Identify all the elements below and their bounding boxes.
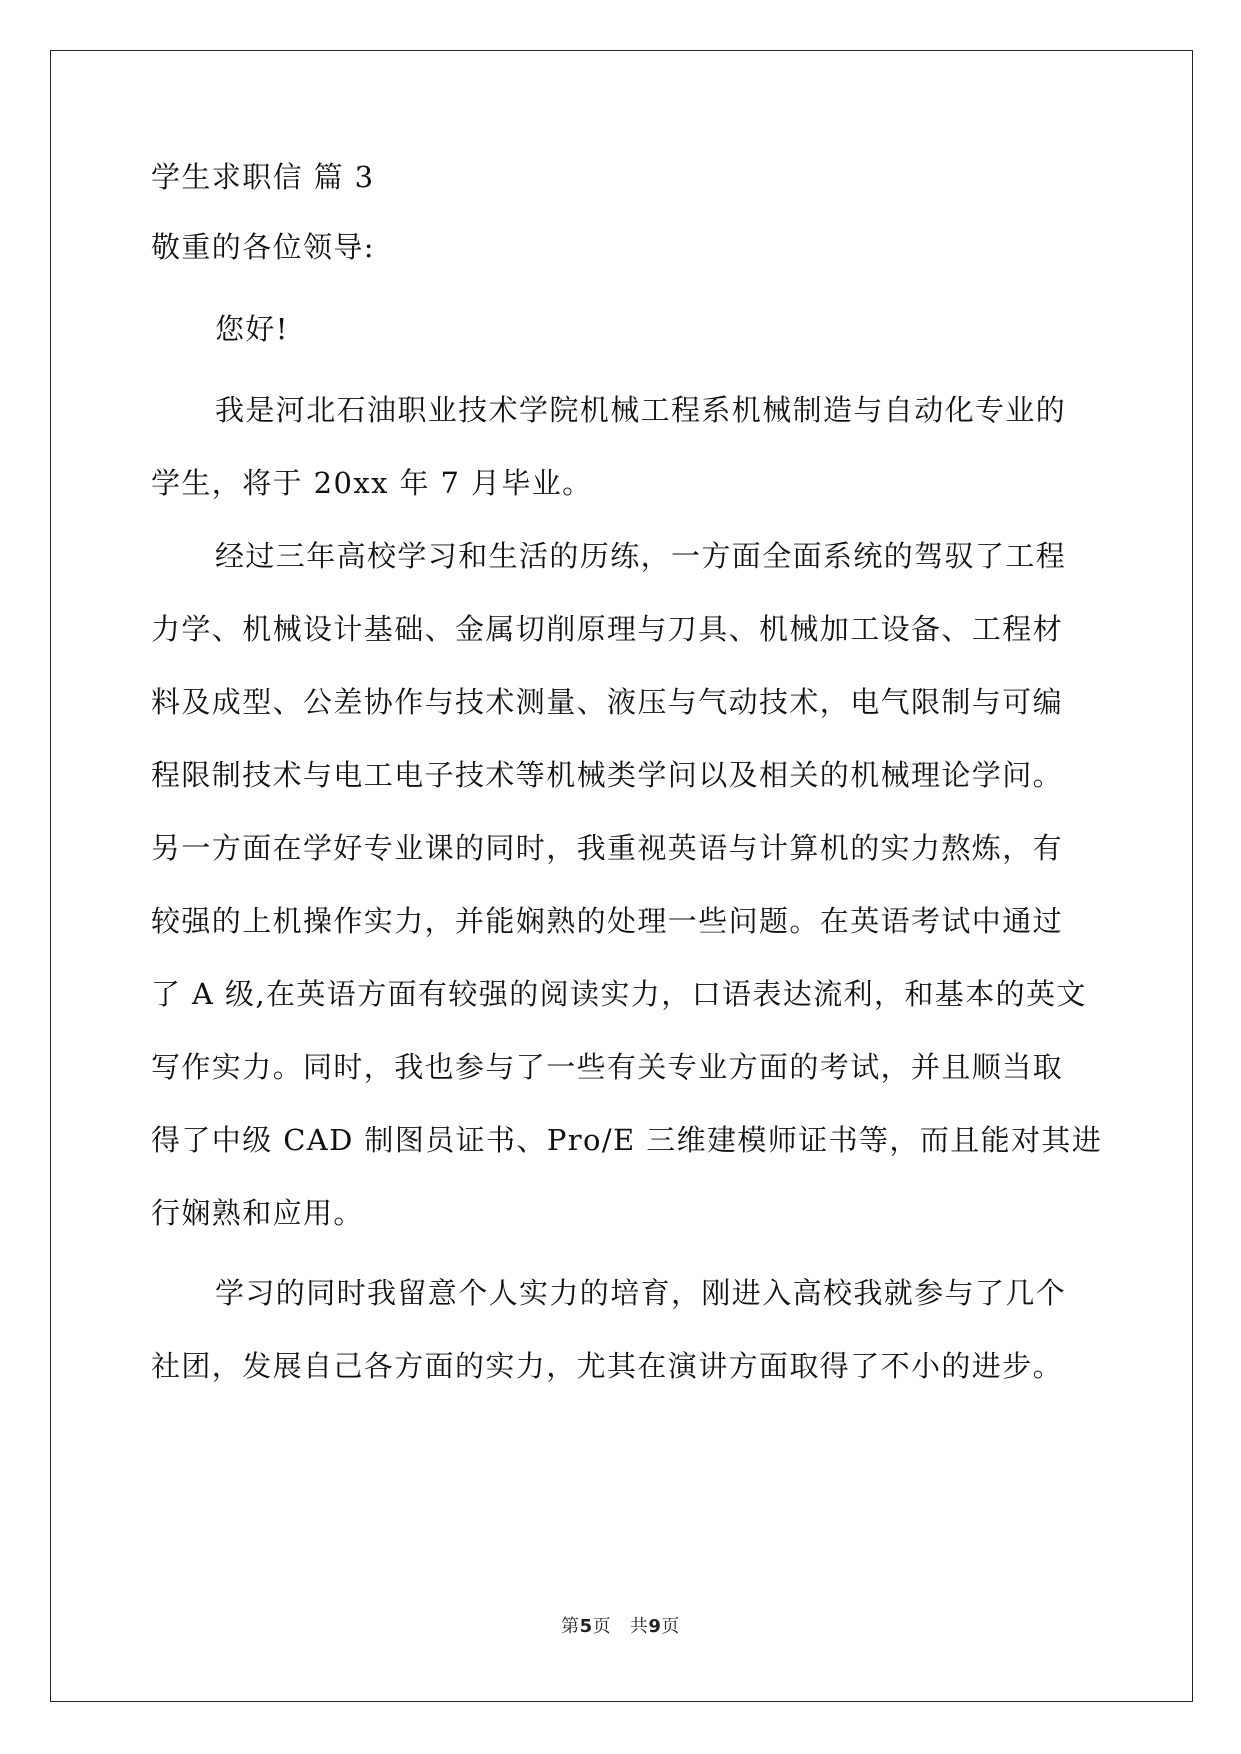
- paragraph-3: [151, 1276, 1091, 1383]
- paragraph-line: 写作实力。同时，我也参与了一些有关专业方面的考试，并且顺当取: [151, 1050, 1064, 1084]
- paragraph-line: 我是河北石油职业技术学院机械工程系机械制造与自动化专业的: [215, 393, 1067, 427]
- paragraph-line: 力学、机械设计基础、金属切削原理与刀具、机械加工设备、工程材: [151, 612, 1064, 646]
- paragraph-line: 经过三年高校学习和生活的历练，一方面全面系统的驾驭了工程: [215, 539, 1067, 573]
- current-page-number: 5: [579, 1616, 593, 1637]
- salutation: 敬重的各位领导:: [151, 230, 375, 264]
- paragraph-line: 学生，将于 20xx 年 7 月毕业。: [151, 466, 593, 500]
- page-prefix: 第: [561, 1616, 580, 1637]
- total-suffix: 页: [661, 1616, 680, 1637]
- total-prefix: 共: [629, 1616, 649, 1637]
- paragraph-line: 程限制技术与电工电子技术等机械类学问以及相关的机械理论学问。: [151, 758, 1064, 792]
- page-footer: [0, 1612, 1241, 1638]
- paragraph-line: 较强的上机操作实力，并能娴熟的处理一些问题。在英语考试中通过: [151, 904, 1064, 938]
- document-title: 学生求职信 篇 3: [151, 160, 375, 194]
- greeting: 您好!: [215, 312, 289, 346]
- paragraph-line: 社团，发展自己各方面的实力，尤其在演讲方面取得了不小的进步。: [151, 1349, 1064, 1383]
- paragraph-1: [151, 393, 1091, 500]
- page-suffix: 页: [592, 1616, 612, 1637]
- paragraph-line: 学习的同时我留意个人实力的培育，刚进入高校我就参与了几个: [215, 1276, 1067, 1310]
- paragraph-line: 得了中级 CAD 制图员证书、Pro/E 三维建模师证书等，而且能对其进: [151, 1123, 1103, 1157]
- total-page-number: 9: [648, 1616, 662, 1637]
- paragraph-line: 了 A 级,在英语方面有较强的阅读实力，口语表达流利，和基本的英文: [151, 977, 1087, 1011]
- paragraph-line: 另一方面在学好专业课的同时，我重视英语与计算机的实力熬炼，有: [151, 831, 1064, 865]
- paragraph-line: 料及成型、公差协作与技术测量、液压与气动技术，电气限制与可编: [151, 685, 1064, 719]
- paragraph-2: [151, 539, 1103, 1230]
- paragraph-line: 行娴熟和应用。: [151, 1196, 364, 1230]
- document-body: [151, 160, 1103, 1383]
